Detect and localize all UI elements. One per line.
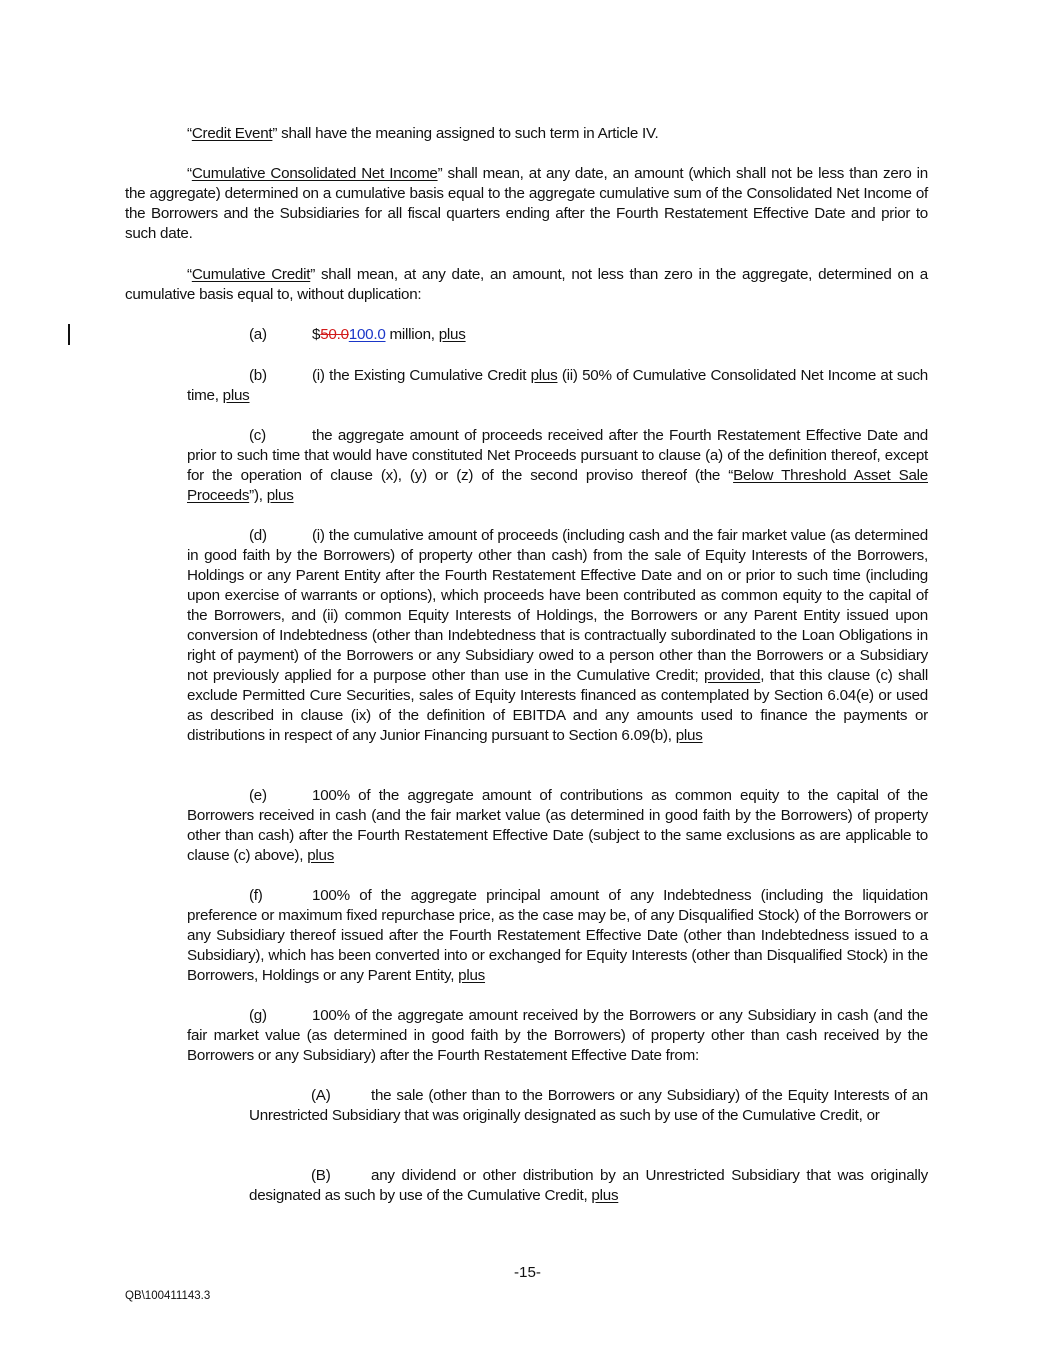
open-quote: “	[187, 125, 192, 142]
clause-text: ”),	[249, 487, 267, 504]
clause-label: (f)	[249, 887, 263, 904]
clause-text: the aggregate amount of proceeds received after the Fourth Restatement Effective Date and prior to such time that would have constituted Net Proceeds pursuant to clause (a) of the definition thereof, except for the operation of clause (x), (y) or (z) of the second proviso thereof (the “	[187, 427, 928, 484]
defined-term-cumulative-consolidated-net-income: Cumulative Consolidated Net Income	[191, 165, 438, 182]
definition-cumulative-credit	[125, 265, 928, 305]
plus-term: plus	[675, 727, 703, 744]
deleted-text: 50.0	[320, 326, 349, 343]
clause-g-a	[249, 1086, 928, 1126]
open-quote: “	[187, 165, 192, 182]
clause-label: (d)	[249, 527, 267, 544]
revision-change-bar	[68, 324, 70, 345]
close-quote: ”	[437, 165, 443, 182]
plus-term: plus	[222, 387, 250, 404]
provided-term: provided	[703, 667, 761, 684]
clause-text: million,	[385, 326, 439, 343]
clause-text: (i) the cumulative amount of proceeds (including cash and the fair market value (as determined in good faith by the Borrowers) of property other than cash) from the sale of Equity Interests of the Borrowers, Holdings or any Parent Entity after the Fourth Restatement Effective Date and on or prior to such time (including upon exercise of warrants or options), which proceeds have been contributed as common equity to the capital of the Borrowers, and (ii) common Equity Interests of Holdings, the Borrowers or any Parent Entity issued upon conversion of Indebtedness (other than Indebtedness that is contractually subordinated to the Loan Obligations in right of payment) of the Borrowers or any Subsidiary owed to a person other than the Borrowers or a Subsidiary not previously applied for a purpose other than use in the Cumulative Credit;	[187, 527, 928, 684]
clause-c	[187, 426, 928, 506]
close-quote: ”	[272, 125, 278, 142]
defined-term-cumulative-credit: Cumulative Credit	[191, 266, 311, 283]
clause-text: 100% of the aggregate amount of contributions as common equity to the capital of the Borrowers received in cash (and the fair market value (as determined in good faith by the Borrowers) of property other than cash) after the Fourth Restatement Effective Date (subject to the same exclusions as are applicable to clause (c) above),	[187, 787, 928, 864]
definition-text: shall mean, at any date, an amount (which shall not be less than zero in the aggregate) determined on a cumulative basis equal to the aggregate cumulative sum of the Consolidated Net Income of the Borrowers and the Subsidiaries for all fiscal quarters ending after the Fourth Restatement Effective Date and prior to such date.	[125, 165, 928, 242]
clause-b	[187, 366, 928, 406]
document-id: QB\100411143.3	[125, 1290, 211, 1302]
definition-text: shall have the meaning assigned to such term in Article IV.	[277, 125, 659, 142]
clause-text: (ii) 50% of Cumulative Consolidated Net Income at such time,	[187, 367, 928, 404]
page-number: -15-	[513, 1264, 541, 1281]
clause-label: (e)	[249, 787, 267, 804]
clause-label: (g)	[249, 1007, 267, 1024]
inserted-text: 100.0	[348, 326, 386, 343]
clause-text: (i) the Existing Cumulative Credit	[312, 367, 531, 384]
plus-term: plus	[458, 967, 486, 984]
clause-g-b	[249, 1166, 928, 1206]
clause-text: 100% of the aggregate principal amount of any Indebtedness (including the liquidation preference or maximum fixed repurchase price, as the case may be, of any Disqualified Stock) of the Borrowers or any Subsidiary thereof issued after the Fourth Restatement Effective Date (other than Indebtedness issued to a Subsidiary), which has been converted into or exchanged for Equity Interests (other than Disqualified Stock) in the Borrowers, Holdings or any Parent Entity,	[187, 887, 928, 984]
clause-f	[187, 886, 928, 986]
dollar-sign: $	[312, 326, 321, 343]
clause-e	[187, 786, 928, 866]
definition-credit-event	[125, 124, 928, 144]
plus-term: plus	[530, 367, 558, 384]
clause-label: (b)	[249, 367, 267, 384]
clause-a	[187, 325, 928, 345]
clause-label: (c)	[249, 427, 266, 444]
definition-text: shall mean, at any date, an amount, not less than zero in the aggregate, determined on a cumulative basis equal to, without duplication:	[125, 266, 928, 303]
open-quote: “	[187, 266, 192, 283]
defined-term-credit-event: Credit Event	[191, 125, 273, 142]
plus-term: plus	[266, 487, 294, 504]
defined-term-below-threshold-asset-sale-proceeds: Below Threshold Asset Sale Proceeds	[187, 467, 928, 504]
clause-label: (A)	[311, 1087, 331, 1104]
definition-cumulative-consolidated-net-income	[125, 164, 928, 244]
plus-term: plus	[438, 326, 466, 343]
clause-label: (a)	[249, 326, 267, 343]
plus-term: plus	[307, 847, 335, 864]
clause-text: any dividend or other distribution by an Unrestricted Subsidiary that was originally designated as such by use of the Cumulative Credit,	[249, 1167, 928, 1204]
clause-text: , that this clause (c) shall exclude Permitted Cure Securities, sales of Equity Interests financed as contemplated by Section 6.04(e) or used as described in clause (ix) of the definition of EBITDA and any amounts used to finance the payments or distributions in respect of any Junior Financing pursuant to Section 6.09(b),	[187, 667, 928, 744]
clause-label: (B)	[311, 1167, 331, 1184]
clause-text: 100% of the aggregate amount received by the Borrowers or any Subsidiary in cash (and the fair market value (as determined in good faith by the Borrowers) of property other than cash received by the Borrowers or any Subsidiary) after the Fourth Restatement Effective Date from:	[187, 1007, 928, 1064]
clause-text: the sale (other than to the Borrowers or any Subsidiary) of the Equity Interests of an Unrestricted Subsidiary that was originally designated as such by use of the Cumulative Credit, or	[249, 1087, 928, 1124]
plus-term: plus	[591, 1187, 619, 1204]
clause-d	[187, 526, 928, 746]
clause-g	[187, 1006, 928, 1066]
close-quote: ”	[310, 266, 316, 283]
